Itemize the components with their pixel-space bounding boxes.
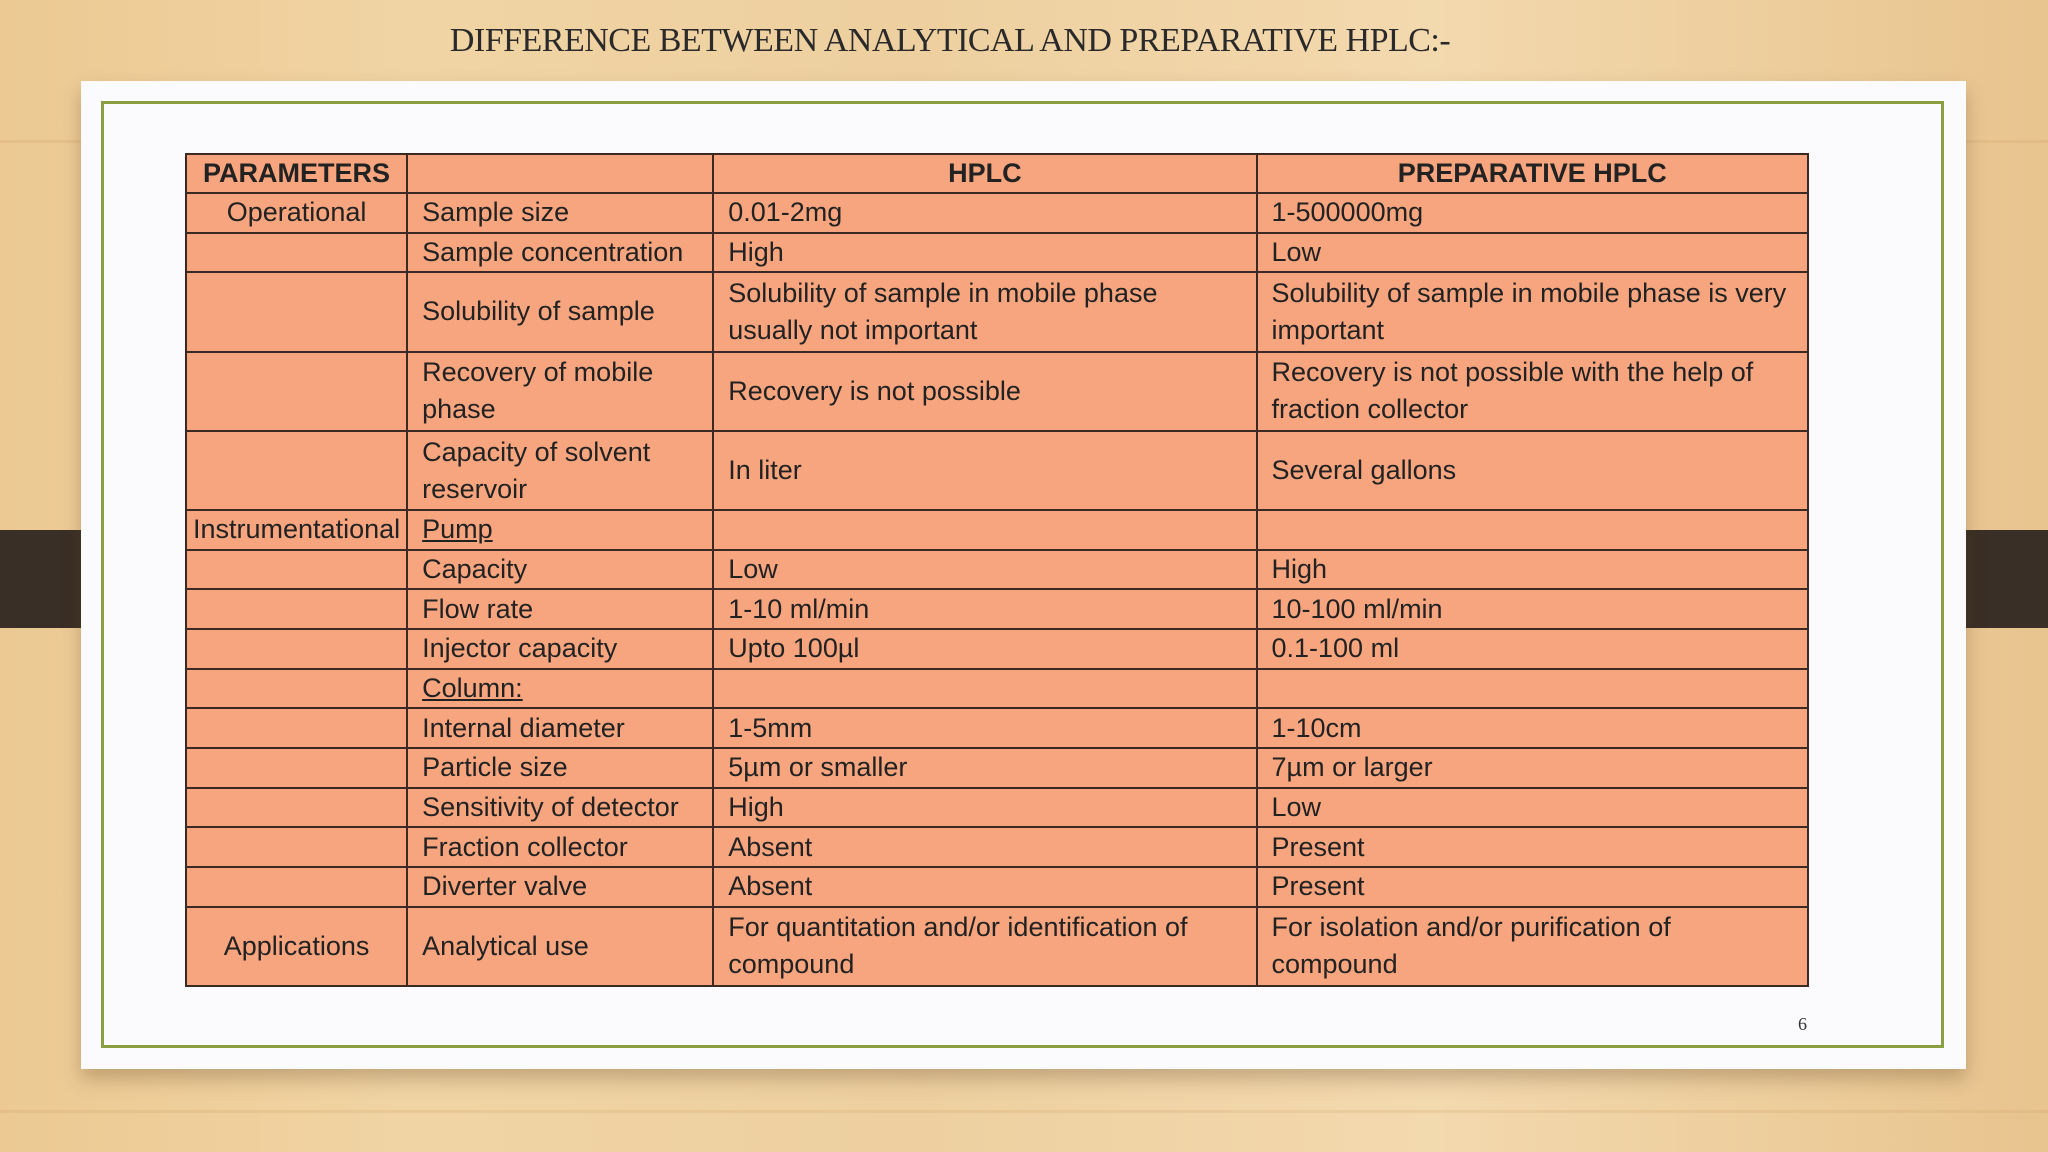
hplc-cell: Low: [713, 550, 1256, 590]
param-cell-subheading: Column:: [407, 669, 713, 709]
group-cell: [186, 788, 407, 828]
hplc-cell: 5µm or smaller: [713, 748, 1256, 788]
param-cell: Capacity: [407, 550, 713, 590]
param-cell: Particle size: [407, 748, 713, 788]
hplc-cell: Absent: [713, 827, 1256, 867]
hplc-cell: High: [713, 233, 1256, 273]
hplc-cell: [713, 669, 1256, 709]
group-cell: [186, 272, 407, 351]
table-row: [186, 748, 1808, 788]
table-row: [186, 510, 1808, 550]
hplc-cell: Solubility of sample in mobile phase usually not important: [713, 272, 1256, 351]
prep-cell: For isolation and/or purification of compound: [1257, 907, 1809, 986]
hplc-cell: High: [713, 788, 1256, 828]
param-cell-subheading: Pump: [407, 510, 713, 550]
group-cell: [186, 827, 407, 867]
wood-grain: [0, 1110, 2048, 1113]
param-cell: Solubility of sample: [407, 272, 713, 351]
header-blank: [407, 154, 713, 193]
hplc-cell: In liter: [713, 431, 1256, 510]
table-row: [186, 550, 1808, 590]
hplc-cell: 0.01-2mg: [713, 193, 1256, 233]
param-cell: Flow rate: [407, 589, 713, 629]
group-cell: [186, 589, 407, 629]
group-cell: [186, 431, 407, 510]
table-row: [186, 193, 1808, 233]
slide-title: DIFFERENCE BETWEEN ANALYTICAL AND PREPARATIVE HPLC:-: [449, 22, 1451, 59]
group-cell: Instrumentational: [186, 510, 407, 550]
table-row: [186, 629, 1808, 669]
prep-cell: 7µm or larger: [1257, 748, 1809, 788]
prep-cell: Present: [1257, 867, 1809, 907]
prep-cell: 10-100 ml/min: [1257, 589, 1809, 629]
hplc-cell: 1-5mm: [713, 708, 1256, 748]
param-cell: Fraction collector: [407, 827, 713, 867]
group-cell: [186, 867, 407, 907]
prep-cell: Solubility of sample in mobile phase is very important: [1257, 272, 1809, 351]
prep-cell: Low: [1257, 233, 1809, 273]
group-cell: [186, 233, 407, 273]
prep-cell: [1257, 510, 1809, 550]
prep-cell: Present: [1257, 827, 1809, 867]
prep-cell: 1-500000mg: [1257, 193, 1809, 233]
param-cell: Capacity of solvent reservoir: [407, 431, 713, 510]
table-row: [186, 272, 1808, 351]
prep-cell: High: [1257, 550, 1809, 590]
table-row: [186, 827, 1808, 867]
hplc-cell: 1-10 ml/min: [713, 589, 1256, 629]
hplc-cell: Recovery is not possible: [713, 352, 1256, 431]
prep-cell: Recovery is not possible with the help of fraction collector: [1257, 352, 1809, 431]
prep-cell: [1257, 669, 1809, 709]
hplc-cell: [713, 510, 1256, 550]
prep-cell: 1-10cm: [1257, 708, 1809, 748]
prep-cell: Low: [1257, 788, 1809, 828]
table-row: [186, 431, 1808, 510]
group-cell: [186, 550, 407, 590]
comparison-table: [185, 153, 1809, 987]
group-cell: [186, 352, 407, 431]
hplc-cell: Upto 100µl: [713, 629, 1256, 669]
group-cell: [186, 629, 407, 669]
hplc-cell: Absent: [713, 867, 1256, 907]
param-cell: Analytical use: [407, 907, 713, 986]
param-cell: Diverter valve: [407, 867, 713, 907]
group-cell: [186, 748, 407, 788]
group-cell: Applications: [186, 907, 407, 986]
param-cell: Injector capacity: [407, 629, 713, 669]
table-row: [186, 589, 1808, 629]
param-cell: Sample size: [407, 193, 713, 233]
prep-cell: Several gallons: [1257, 431, 1809, 510]
table-row: [186, 352, 1808, 431]
page-number: 6: [1798, 1014, 1807, 1034]
group-cell: [186, 708, 407, 748]
table-row: [186, 233, 1808, 273]
param-cell: Internal diameter: [407, 708, 713, 748]
group-cell: Operational: [186, 193, 407, 233]
table-row: [186, 867, 1808, 907]
param-cell: Sample concentration: [407, 233, 713, 273]
group-cell: [186, 669, 407, 709]
param-cell: Sensitivity of detector: [407, 788, 713, 828]
table-row: [186, 788, 1808, 828]
hplc-cell: For quantitation and/or identification of compound: [713, 907, 1256, 986]
header-parameters: PARAMETERS: [186, 154, 407, 193]
table-row: [186, 907, 1808, 986]
table-row: [186, 708, 1808, 748]
header-preparative-hplc: PREPARATIVE HPLC: [1257, 154, 1809, 193]
param-cell: Recovery of mobile phase: [407, 352, 713, 431]
table-header-row: [186, 154, 1808, 193]
prep-cell: 0.1-100 ml: [1257, 629, 1809, 669]
table-row: [186, 669, 1808, 709]
header-hplc: HPLC: [713, 154, 1256, 193]
